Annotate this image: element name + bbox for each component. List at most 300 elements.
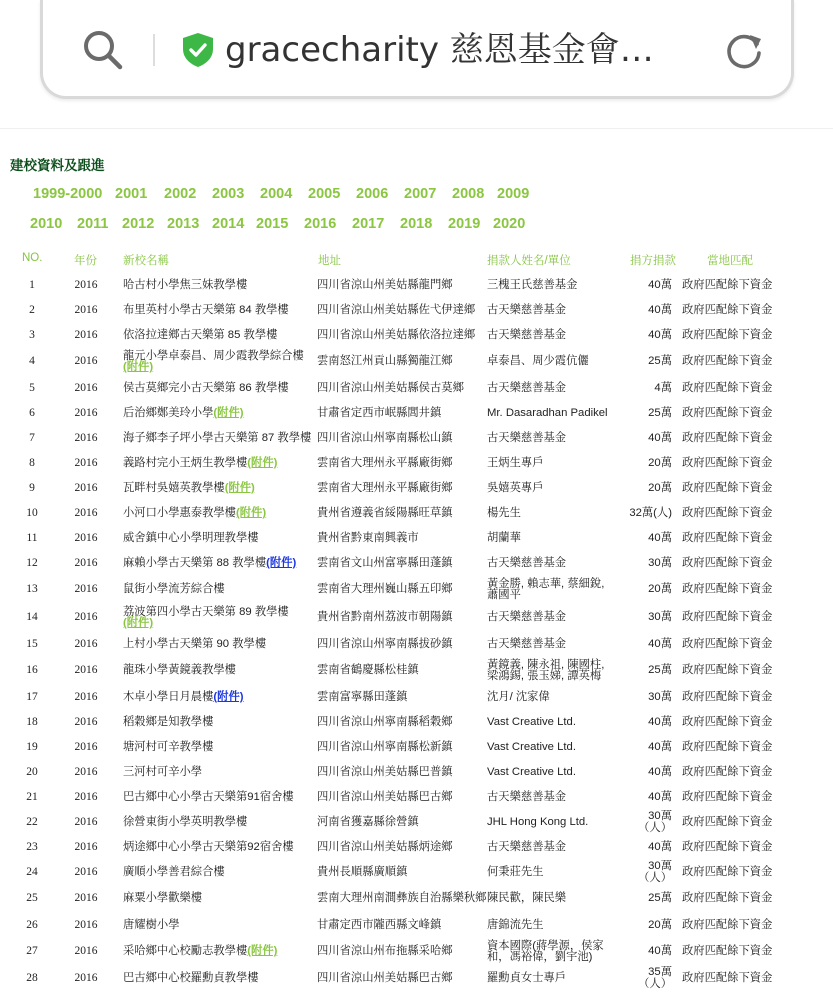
row-spacer (108, 401, 123, 426)
row-year: 2016 (74, 945, 98, 958)
local-match: 政府匹配餘下資金 (682, 456, 773, 469)
school-name: 巴古鄉中心小學古天樂第91宿舍樓 (123, 790, 294, 803)
row-spacer (108, 966, 123, 991)
year-link-2019[interactable]: 2019 (448, 216, 481, 232)
row-number: 8 (29, 456, 35, 469)
row-year: 2016 (74, 278, 98, 291)
donor-name: 黃金勝, 賴志華, 蔡細銳, 蕭國平 (487, 577, 605, 601)
table-row (0, 835, 833, 860)
table-row (0, 710, 833, 735)
donor-name: Vast Creative Ltd. (487, 765, 576, 778)
school-address: 四川省涼山州美姑縣巴古鄉 (317, 790, 453, 803)
row-number: 20 (26, 765, 38, 778)
school-name: 威舍鎮中心小學明理教學樓 (123, 531, 259, 544)
donation-amount: 40萬 (648, 328, 672, 341)
row-number: 4 (29, 355, 35, 368)
donor-name: 楊先生 (487, 506, 521, 519)
attachment-link[interactable]: (附件) (123, 617, 154, 629)
school-name: 廣順小學善君綜合樓 (123, 865, 225, 878)
school-name-cell (123, 451, 317, 476)
local-match: 政府匹配餘下資金 (682, 328, 773, 341)
header-address: 地址 (318, 255, 341, 267)
donation-amount: 32萬(人) (629, 506, 672, 519)
donor-name: 黃鏡義, 陳永祖, 陳國柱, 梁鴻錫, 張玉娣, 譚英梅 (487, 658, 605, 682)
url-text[interactable]: gracecharity 慈恩基金會… (225, 30, 654, 70)
donation-amount: 20萬 (648, 583, 672, 596)
page-top-divider (0, 128, 833, 129)
local-match: 政府匹配餘下資金 (682, 355, 773, 368)
donor-name: 羅勳貞女士專戶 (487, 971, 567, 984)
address-bar[interactable] (40, 0, 794, 99)
school-name-cell (123, 966, 317, 991)
school-name: 采哈鄉中心校勵志教學樓 (123, 945, 248, 958)
school-address: 雲南省文山州富寧縣田蓬鎮 (317, 556, 453, 569)
table-row (0, 576, 833, 604)
donor-name: 唐錦流先生 (487, 918, 544, 931)
row-number: 2 (29, 303, 35, 316)
school-name: 海子鄉李子坪小學古天樂第 87 教學樓 (123, 431, 312, 444)
year-link-2006[interactable]: 2006 (356, 186, 389, 202)
school-address: 四川省涼山州寧南縣松山鎮 (317, 431, 453, 444)
school-address: 四川省涼山州寧南縣拔砂鎮 (317, 637, 453, 650)
year-link-2005[interactable]: 2005 (308, 186, 341, 202)
year-link-2012[interactable]: 2012 (122, 216, 155, 232)
table-row (0, 657, 833, 685)
donation-amount: 20萬 (648, 456, 672, 469)
row-spacer (108, 426, 123, 451)
row-number: 9 (29, 481, 35, 494)
year-link-2001[interactable]: 2001 (115, 186, 148, 202)
row-year: 2016 (74, 690, 98, 703)
school-name: 依洛拉達鄉古天樂第 85 教學樓 (123, 328, 278, 341)
school-address: 甘肅定西市隴西縣文峰鎮 (317, 918, 442, 931)
local-match: 政府匹配餘下資金 (682, 971, 773, 984)
local-match: 政府匹配餘下資金 (682, 431, 773, 444)
donation-amount: 40萬 (648, 740, 672, 753)
year-link-2013[interactable]: 2013 (167, 216, 200, 232)
local-match: 政府匹配餘下資金 (682, 531, 773, 544)
row-number: 27 (26, 945, 38, 958)
local-match: 政府匹配餘下資金 (682, 690, 773, 703)
school-address: 雲南怒江州貢山縣獨龍江鄉 (317, 355, 453, 368)
row-year: 2016 (74, 765, 98, 778)
row-number: 17 (26, 690, 38, 703)
table-row (0, 348, 833, 376)
address-bar-divider (153, 34, 155, 66)
donation-amount: 25萬 (648, 892, 672, 905)
school-address: 貴州省黔東南興義市 (317, 531, 419, 544)
table-row (0, 476, 833, 501)
row-year: 2016 (74, 971, 98, 984)
donation-amount: 40萬 (648, 715, 672, 728)
year-link-1999-2000[interactable]: 1999-2000 (33, 186, 103, 202)
school-address: 河南省獲嘉縣徐營鎮 (317, 815, 419, 828)
row-year: 2016 (74, 611, 98, 624)
row-spacer (108, 632, 123, 657)
row-spacer (108, 860, 123, 885)
local-match: 政府匹配餘下資金 (682, 381, 773, 394)
year-link-2020[interactable]: 2020 (493, 216, 526, 232)
row-year: 2016 (74, 328, 98, 341)
donation-amount: 40萬 (648, 278, 672, 291)
row-year: 2016 (74, 790, 98, 803)
header-year: 年份 (74, 255, 97, 267)
local-match: 政府匹配餘下資金 (682, 945, 773, 958)
school-address: 雲南省大理州巍山縣五印鄉 (317, 583, 453, 596)
local-match: 政府匹配餘下資金 (682, 583, 773, 596)
school-address: 雲南大理州南澗彝族自治縣樂秋鄉 (317, 892, 487, 905)
row-spacer (108, 735, 123, 760)
row-number: 16 (26, 664, 38, 677)
table-row (0, 501, 833, 526)
school-address: 雲南省大理州永平縣廠街鄉 (317, 481, 453, 494)
year-link-2015[interactable]: 2015 (256, 216, 289, 232)
school-address: 貴州長順縣廣順鎮 (317, 865, 408, 878)
school-name-cell (123, 913, 317, 938)
table-row (0, 810, 833, 835)
donor-name: 吳嬉英專戶 (487, 481, 544, 494)
donation-amount: 40萬 (648, 790, 672, 803)
school-name: 麻粟小學歡樂樓 (123, 892, 203, 905)
header-amount: 捐方捐款 (630, 255, 676, 267)
school-name-cell (123, 376, 317, 401)
donor-name: 古天樂慈善基金 (487, 328, 567, 341)
attachment-link[interactable]: (附件) (213, 406, 244, 419)
table-row (0, 632, 833, 657)
donor-name: 胡蘭華 (487, 531, 521, 544)
row-spacer (108, 451, 123, 476)
local-match: 政府匹配餘下資金 (682, 556, 773, 569)
donor-name: 資本國際(蔣學源，侯家和，馮裕偉，劉宇池) (487, 939, 604, 963)
donor-name: 王炳生專戶 (487, 456, 544, 469)
school-address: 四川省涼山州美姑縣侯古莫鄉 (317, 381, 464, 394)
table-row (0, 735, 833, 760)
donation-amount: 40萬 (648, 945, 672, 958)
row-year: 2016 (74, 865, 98, 878)
year-link-2010[interactable]: 2010 (30, 216, 63, 232)
row-number: 22 (26, 815, 38, 828)
school-name: 塘河村可辛教學樓 (123, 740, 214, 753)
secure-shield-icon[interactable] (181, 32, 215, 68)
table-row (0, 685, 833, 710)
donation-amount: 4萬 (654, 381, 672, 394)
row-number: 7 (29, 431, 35, 444)
donation-amount: 30萬（人） (638, 860, 672, 884)
table-row (0, 426, 833, 451)
school-name: 鼠街小學流芳綜合樓 (123, 583, 225, 596)
school-address: 雲南省大理州永平縣廠街鄉 (317, 456, 453, 469)
donor-name: 古天樂慈善基金 (487, 381, 567, 394)
row-spacer (108, 576, 123, 604)
row-spacer (108, 526, 123, 551)
school-name-cell (123, 885, 317, 913)
donation-amount: 30萬（人） (638, 810, 672, 834)
donation-amount: 25萬 (648, 664, 672, 677)
row-year: 2016 (74, 583, 98, 596)
row-number: 10 (26, 506, 38, 519)
row-spacer (108, 938, 123, 966)
school-name-cell (123, 938, 317, 966)
table-row (0, 760, 833, 785)
school-name-cell (123, 810, 317, 835)
school-name-cell (123, 426, 317, 451)
school-name-cell (123, 323, 317, 348)
school-name-cell (123, 526, 317, 551)
row-number: 25 (26, 892, 38, 905)
donation-amount: 40萬 (648, 531, 672, 544)
donation-amount: 40萬 (648, 840, 672, 853)
table-row (0, 401, 833, 426)
donor-name: 古天樂慈善基金 (487, 840, 567, 853)
local-match: 政府匹配餘下資金 (682, 840, 773, 853)
row-spacer (108, 657, 123, 685)
row-number: 19 (26, 740, 38, 753)
school-name: 龍珠小學黃鏡義教學樓 (123, 664, 236, 677)
table-row (0, 966, 833, 991)
schools-table (0, 273, 833, 991)
donation-amount: 35萬（人） (638, 966, 672, 990)
donor-name: 卓泰昌、周少霞伉儷 (487, 355, 589, 368)
school-name: 徐營東街小學英明教學樓 (123, 815, 248, 828)
row-number: 21 (26, 790, 38, 803)
local-match: 政府匹配餘下資金 (682, 506, 773, 519)
local-match: 政府匹配餘下資金 (682, 278, 773, 291)
school-address: 貴州省黔南州荔波市朝陽鎮 (317, 611, 453, 624)
school-name-cell (123, 604, 317, 632)
local-match: 政府匹配餘下資金 (682, 790, 773, 803)
donor-name: 陳民歡，陳民樂 (487, 892, 567, 905)
donor-name: 古天樂慈善基金 (487, 611, 567, 624)
row-year: 2016 (74, 431, 98, 444)
local-match: 政府匹配餘下資金 (682, 865, 773, 878)
school-name: 哈古村小學焦三妹教學樓 (123, 278, 248, 291)
school-name-cell (123, 501, 317, 526)
attachment-link[interactable]: (附件) (224, 481, 255, 494)
row-number: 3 (29, 328, 35, 341)
row-spacer (108, 551, 123, 576)
school-name: 后治鄉鄭美玲小學 (123, 406, 214, 419)
row-spacer (108, 913, 123, 938)
school-name-cell (123, 401, 317, 426)
row-year: 2016 (74, 355, 98, 368)
school-name-cell (123, 735, 317, 760)
year-links-row-1 (0, 186, 560, 206)
table-row (0, 526, 833, 551)
school-name-cell (123, 348, 317, 376)
row-spacer (108, 273, 123, 298)
year-links-row-2 (0, 216, 560, 236)
donor-name: 古天樂慈善基金 (487, 790, 567, 803)
row-spacer (108, 785, 123, 810)
row-year: 2016 (74, 715, 98, 728)
donor-name: 古天樂慈善基金 (487, 556, 567, 569)
donation-amount: 40萬 (648, 303, 672, 316)
row-year: 2016 (74, 506, 98, 519)
year-link-2018[interactable]: 2018 (400, 216, 433, 232)
row-number: 12 (26, 556, 38, 569)
year-link-2008[interactable]: 2008 (452, 186, 485, 202)
school-address: 四川省涼山州布拖縣采哈鄉 (317, 945, 453, 958)
donor-name: Vast Creative Ltd. (487, 740, 576, 753)
school-name-cell (123, 576, 317, 604)
donation-amount: 25萬 (648, 406, 672, 419)
school-address: 雲南富寧縣田蓬鎮 (317, 690, 408, 703)
donor-name: 沈月/ 沈家偉 (487, 690, 550, 703)
attachment-link[interactable]: (附件) (123, 361, 154, 373)
table-row (0, 860, 833, 885)
row-year: 2016 (74, 637, 98, 650)
donation-amount: 40萬 (648, 637, 672, 650)
row-number: 11 (26, 531, 38, 544)
donor-name: 三槐王氏慈善基金 (487, 278, 578, 291)
school-name-cell (123, 632, 317, 657)
row-spacer (108, 298, 123, 323)
table-row (0, 785, 833, 810)
school-name-cell (123, 785, 317, 810)
row-spacer (108, 835, 123, 860)
reload-icon[interactable] (723, 30, 765, 72)
school-name: 小河口小學惠泰教學樓 (123, 506, 236, 519)
school-name-cell (123, 685, 317, 710)
header-local-match: 當地匹配 (707, 255, 753, 267)
school-address: 四川省涼山州美姑縣巴普鎮 (317, 765, 453, 778)
school-name-cell (123, 710, 317, 735)
row-number: 14 (26, 611, 38, 624)
local-match: 政府匹配餘下資金 (682, 892, 773, 905)
row-spacer (108, 810, 123, 835)
row-year: 2016 (74, 303, 98, 316)
header-no: NO. (22, 252, 43, 264)
search-icon[interactable] (81, 28, 125, 72)
table-row (0, 376, 833, 401)
row-spacer (108, 685, 123, 710)
row-spacer (108, 604, 123, 632)
school-address: 貴州省遵義省綏陽縣旺草鎮 (317, 506, 453, 519)
row-number: 23 (26, 840, 38, 853)
year-link-2014[interactable]: 2014 (212, 216, 245, 232)
local-match: 政府匹配餘下資金 (682, 406, 773, 419)
row-year: 2016 (74, 406, 98, 419)
row-spacer (108, 760, 123, 785)
school-name: 巴古鄉中心校羅勳貞教學樓 (123, 971, 259, 984)
school-name: 三河村可辛小學 (123, 765, 203, 778)
table-row (0, 604, 833, 632)
school-name-cell (123, 298, 317, 323)
school-address: 四川省涼山州美姑縣炳途鄉 (317, 840, 453, 853)
school-name-cell (123, 551, 317, 576)
donor-name: 古天樂慈善基金 (487, 303, 567, 316)
row-spacer (108, 501, 123, 526)
attachment-link[interactable]: (附件) (247, 456, 278, 469)
row-spacer (108, 348, 123, 376)
donor-name: Vast Creative Ltd. (487, 715, 576, 728)
school-address: 四川省涼山州美姑縣依洛拉達鄉 (317, 328, 476, 341)
donation-amount: 30萬 (648, 690, 672, 703)
local-match: 政府匹配餘下資金 (682, 765, 773, 778)
donor-name: Mr. Dasaradhan Padikel (487, 406, 608, 419)
local-match: 政府匹配餘下資金 (682, 637, 773, 650)
row-number: 13 (26, 583, 38, 596)
row-year: 2016 (74, 740, 98, 753)
school-name-cell (123, 476, 317, 501)
row-number: 15 (26, 637, 38, 650)
year-link-2003[interactable]: 2003 (212, 186, 245, 202)
row-number: 26 (26, 918, 38, 931)
donation-amount: 40萬 (648, 431, 672, 444)
table-row (0, 913, 833, 938)
school-name: 龍元小學卓泰昌、周少霞教學綜合樓 (123, 349, 304, 362)
school-address: 四川省涼山州寧南縣稻穀鄉 (317, 715, 453, 728)
school-name-cell (123, 835, 317, 860)
year-link-2017[interactable]: 2017 (352, 216, 385, 232)
school-name: 麻賴小學古天樂第 88 教學樓 (123, 556, 267, 569)
local-match: 政府匹配餘下資金 (682, 303, 773, 316)
table-row (0, 273, 833, 298)
school-address: 四川省涼山州美姑縣佐弋伊達鄉 (317, 303, 476, 316)
local-match: 政府匹配餘下資金 (682, 740, 773, 753)
attachment-link[interactable]: (附件) (266, 556, 297, 569)
table-row (0, 938, 833, 966)
table-row (0, 451, 833, 476)
row-year: 2016 (74, 556, 98, 569)
school-name: 上村小學古天樂第 90 教學樓 (123, 637, 267, 650)
year-link-2007[interactable]: 2007 (404, 186, 437, 202)
school-name: 炳途鄉中心小學古天樂第92宿舍樓 (123, 840, 294, 853)
donor-name: JHL Hong Kong Ltd. (487, 815, 589, 828)
row-year: 2016 (74, 918, 98, 931)
attachment-link[interactable]: (附件) (235, 506, 267, 519)
row-year: 2016 (74, 381, 98, 394)
school-address: 雲南省鶴慶縣松桂鎮 (317, 664, 419, 677)
local-match: 政府匹配餘下資金 (682, 815, 773, 828)
page-title: 建校資料及跟進 (10, 158, 105, 173)
table-row (0, 551, 833, 576)
year-link-2009[interactable]: 2009 (497, 186, 530, 202)
table-row (0, 323, 833, 348)
local-match: 政府匹配餘下資金 (682, 481, 773, 494)
row-spacer (108, 885, 123, 913)
school-address: 四川省涼山州寧南縣松新鎮 (317, 740, 453, 753)
school-name: 荔波第四小學古天樂第 89 教學樓 (123, 605, 289, 618)
donor-name: 何秉莊先生 (487, 865, 544, 878)
year-link-2004[interactable]: 2004 (260, 186, 293, 202)
school-name: 木卓小學日月晨樓 (123, 690, 214, 703)
year-link-2016[interactable]: 2016 (304, 216, 337, 232)
year-link-2011[interactable]: 2011 (77, 216, 109, 232)
school-address: 四川省涼山州美姑縣巴古鄉 (317, 971, 453, 984)
row-year: 2016 (74, 840, 98, 853)
donation-amount: 30萬 (648, 611, 672, 624)
attachment-link[interactable]: (附件) (247, 945, 278, 958)
year-link-2002[interactable]: 2002 (164, 186, 197, 202)
attachment-link[interactable]: (附件) (213, 690, 244, 703)
school-name-cell (123, 657, 317, 685)
donation-amount: 20萬 (648, 918, 672, 931)
school-name-cell (123, 860, 317, 885)
header-donor: 捐款人姓名/單位 (487, 255, 571, 267)
row-number: 6 (29, 406, 35, 419)
donor-name: 古天樂慈善基金 (487, 431, 567, 444)
school-name-cell (123, 273, 317, 298)
school-name: 侯古莫鄉完小古天樂第 86 教學樓 (123, 381, 289, 394)
row-number: 1 (29, 278, 35, 291)
school-address: 四川省涼山州美姑縣龍門鄉 (317, 278, 453, 291)
local-match: 政府匹配餘下資金 (682, 664, 773, 677)
row-year: 2016 (74, 664, 98, 677)
row-number: 24 (26, 865, 38, 878)
school-name: 唐耀樹小學 (123, 918, 180, 931)
row-spacer (108, 323, 123, 348)
